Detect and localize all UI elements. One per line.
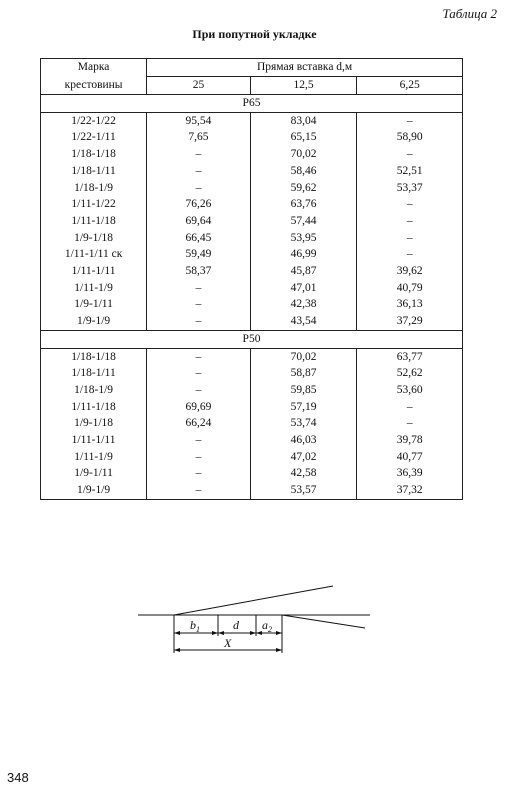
label-x: X <box>224 636 232 650</box>
value-cell: 45,87 <box>250 263 357 280</box>
table-row <box>41 112 463 129</box>
value-cell: – <box>147 163 251 180</box>
value-cell: 36,39 <box>357 465 463 482</box>
section-label: Р65 <box>41 95 463 113</box>
section-row <box>41 330 463 348</box>
value-cell: 37,29 <box>357 313 463 330</box>
value-cell: 66,45 <box>147 230 251 247</box>
value-cell: – <box>357 230 463 247</box>
arrow-1-right <box>212 631 218 635</box>
crossing-mark-cell: 1/18-1/11 <box>41 163 147 180</box>
value-cell: 46,99 <box>250 246 357 263</box>
value-cell: 59,62 <box>250 180 357 197</box>
table-row <box>41 296 463 313</box>
value-cell: 52,62 <box>357 365 463 382</box>
crossing-mark-cell: 1/22-1/11 <box>41 129 147 146</box>
page-number: 348 <box>7 770 29 785</box>
value-cell: 47,01 <box>250 280 357 297</box>
table-row <box>41 280 463 297</box>
value-cell: 37,32 <box>357 482 463 499</box>
value-cell: 65,15 <box>250 129 357 146</box>
mark-header-line-2: крестовины <box>41 77 147 95</box>
table-row <box>41 213 463 230</box>
arrow-2-right <box>250 631 256 635</box>
table-row <box>41 449 463 466</box>
value-cell: – <box>147 449 251 466</box>
table-row <box>41 180 463 197</box>
table-row <box>41 399 463 416</box>
value-cell: 83,04 <box>250 112 357 129</box>
crossing-mark-cell: 1/9-1/18 <box>41 415 147 432</box>
value-cell: 58,90 <box>357 129 463 146</box>
value-cell: 63,77 <box>357 348 463 365</box>
arrow-total-left <box>174 648 180 652</box>
value-cell: 39,62 <box>357 263 463 280</box>
value-cell: 70,02 <box>250 146 357 163</box>
arrow-2-left <box>218 631 224 635</box>
value-cell: 70,02 <box>250 348 357 365</box>
value-cell: – <box>357 213 463 230</box>
value-cell: 59,85 <box>250 382 357 399</box>
value-cell: 39,78 <box>357 432 463 449</box>
crossing-mark-cell: 1/18-1/18 <box>41 146 147 163</box>
crossing-mark-cell: 1/18-1/9 <box>41 180 147 197</box>
value-cell: 69,69 <box>147 399 251 416</box>
table-row <box>41 432 463 449</box>
table-row <box>41 482 463 499</box>
value-cell: 40,77 <box>357 449 463 466</box>
value-cell: – <box>147 296 251 313</box>
value-cell: 53,60 <box>357 382 463 399</box>
value-cell: – <box>357 146 463 163</box>
table-row <box>41 382 463 399</box>
value-cell: – <box>147 382 251 399</box>
mark-header-line-1: Марка <box>41 59 147 77</box>
value-cell: 47,02 <box>250 449 357 466</box>
crossing-mark-cell: 1/9-1/9 <box>41 313 147 330</box>
table-row <box>41 146 463 163</box>
value-cell: 42,38 <box>250 296 357 313</box>
crossing-mark-cell: 1/11-1/18 <box>41 213 147 230</box>
table-row <box>41 246 463 263</box>
value-cell: – <box>357 415 463 432</box>
crossing-mark-cell: 1/18-1/9 <box>41 382 147 399</box>
table-row <box>41 415 463 432</box>
arrow-3-right <box>276 631 282 635</box>
value-cell: 66,24 <box>147 415 251 432</box>
value-cell: 57,44 <box>250 213 357 230</box>
value-cell: – <box>147 482 251 499</box>
value-cell: – <box>147 348 251 365</box>
value-cell: 40,79 <box>357 280 463 297</box>
value-cell: 69,64 <box>147 213 251 230</box>
value-cell: 76,26 <box>147 196 251 213</box>
crossing-mark-cell: 1/11-1/9 <box>41 449 147 466</box>
crossing-mark-cell: 1/9-1/11 <box>41 465 147 482</box>
value-cell: 53,95 <box>250 230 357 247</box>
value-cell: 46,03 <box>250 432 357 449</box>
value-cell: 36,13 <box>357 296 463 313</box>
value-cell: 58,87 <box>250 365 357 382</box>
value-cell: – <box>357 196 463 213</box>
value-cell: – <box>357 246 463 263</box>
crossing-mark-cell: 1/11-1/9 <box>41 280 147 297</box>
second-diverging-line <box>282 615 365 628</box>
crossing-mark-cell: 1/11-1/22 <box>41 196 147 213</box>
column-header-6-25: 6,25 <box>357 77 463 95</box>
table-title: При попутной укладке <box>192 27 317 41</box>
diverging-track-line <box>174 586 333 615</box>
label-b1: $b_1$ <box>190 618 200 634</box>
crossing-mark-cell: 1/22-1/22 <box>41 112 147 129</box>
value-cell: 52,51 <box>357 163 463 180</box>
value-cell: – <box>147 465 251 482</box>
value-cell: – <box>357 399 463 416</box>
table-row <box>41 129 463 146</box>
table-row <box>41 263 463 280</box>
value-cell: 43,54 <box>250 313 357 330</box>
table-body <box>41 95 463 500</box>
crossing-mark-cell: 1/11-1/18 <box>41 399 147 416</box>
value-cell: – <box>357 112 463 129</box>
table-row <box>41 313 463 330</box>
crossing-mark-cell: 1/9-1/18 <box>41 230 147 247</box>
value-cell: 58,37 <box>147 263 251 280</box>
value-cell: – <box>147 280 251 297</box>
column-header-12-5: 12,5 <box>250 77 357 95</box>
value-cell: – <box>147 432 251 449</box>
table-row <box>41 348 463 365</box>
crossing-mark-cell: 1/11-1/11 <box>41 432 147 449</box>
value-cell: – <box>147 146 251 163</box>
value-cell: 7,65 <box>147 129 251 146</box>
straight-insert-header: Прямая вставка d,м <box>147 59 463 77</box>
value-cell: 53,37 <box>357 180 463 197</box>
value-cell: 53,74 <box>250 415 357 432</box>
insert-length-table <box>40 58 463 500</box>
crossing-mark-cell: 1/11-1/11 <box>41 263 147 280</box>
column-header-25: 25 <box>147 77 251 95</box>
table-row <box>41 465 463 482</box>
label-a2: $a_2$ <box>262 618 272 634</box>
label-d: d <box>233 618 239 632</box>
value-cell: 42,58 <box>250 465 357 482</box>
crossing-mark-cell: 1/18-1/18 <box>41 348 147 365</box>
table-row <box>41 365 463 382</box>
value-cell: 59,49 <box>147 246 251 263</box>
table-number-label: Таблица 2 <box>442 6 497 21</box>
crossing-mark-cell: 1/9-1/11 <box>41 296 147 313</box>
crossing-mark-cell: 1/9-1/9 <box>41 482 147 499</box>
turnout-diagram <box>130 580 380 655</box>
value-cell: 95,54 <box>147 112 251 129</box>
value-cell: 58,46 <box>250 163 357 180</box>
arrow-total-right <box>276 648 282 652</box>
arrow-1-left <box>174 631 180 635</box>
value-cell: 53,57 <box>250 482 357 499</box>
crossing-mark-cell: 1/18-1/11 <box>41 365 147 382</box>
value-cell: 63,76 <box>250 196 357 213</box>
table-row <box>41 163 463 180</box>
table-row <box>41 230 463 247</box>
value-cell: – <box>147 180 251 197</box>
section-label: Р50 <box>41 330 463 348</box>
crossing-mark-cell: 1/11-1/11 ск <box>41 246 147 263</box>
value-cell: – <box>147 365 251 382</box>
value-cell: 57,19 <box>250 399 357 416</box>
value-cell: – <box>147 313 251 330</box>
section-row <box>41 95 463 113</box>
table-row <box>41 196 463 213</box>
